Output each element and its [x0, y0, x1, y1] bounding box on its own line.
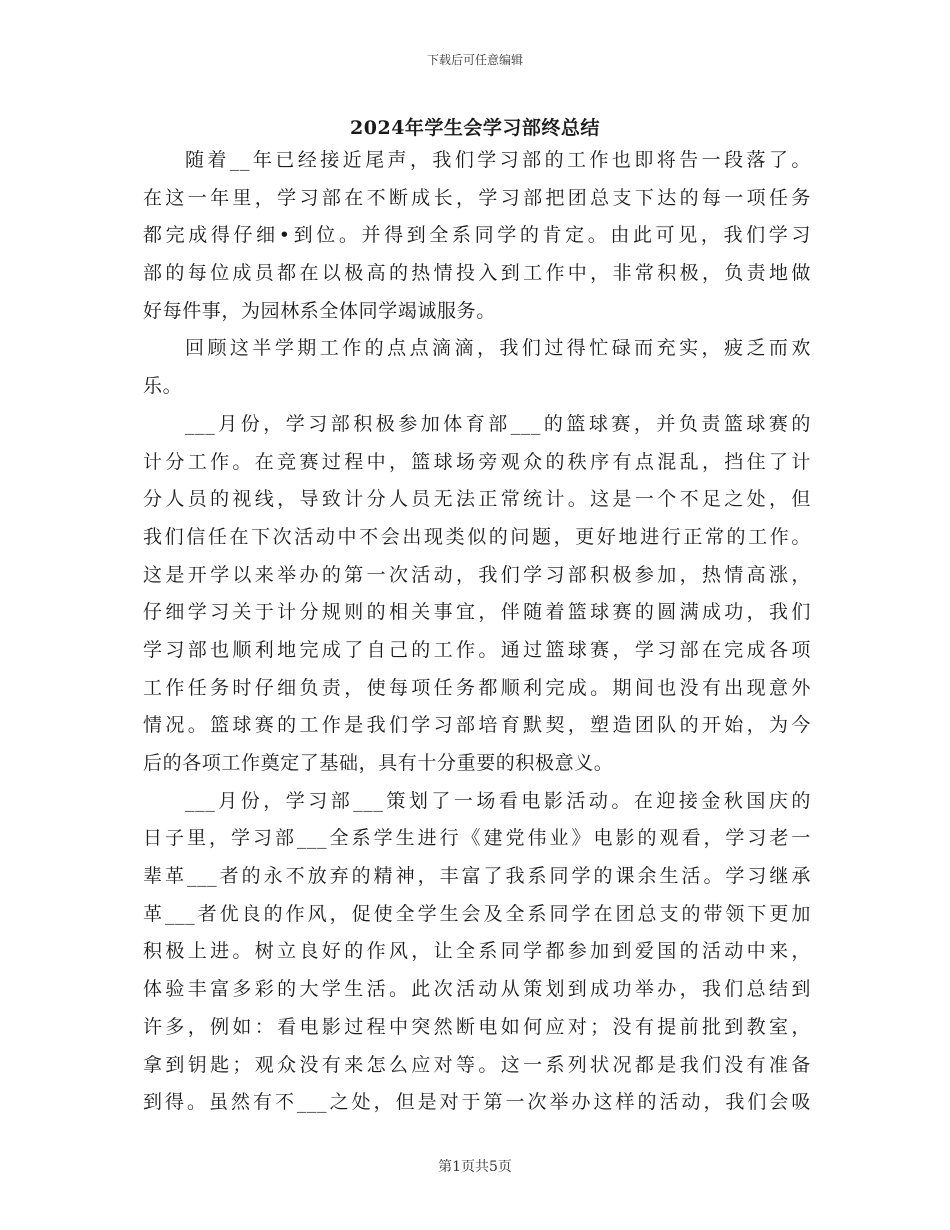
- body-line: 革___者优良的作风，促使全学生会及全系同学在团总支的带领下更加: [143, 902, 811, 925]
- body-line: 许多，例如：看电影过程中突然断电如何应对；没有提前批到教室，: [143, 1015, 811, 1038]
- body-line: 分人员的视线，导致计分人员无法正常统计。这是一个不足之处，但: [143, 488, 811, 511]
- body-line: 拿到钥匙；观众没有来怎么应对等。这一系列状况都是我们没有准备: [143, 1053, 811, 1076]
- body-line: 部的每位成员都在以极高的热情投入到工作中，非常积极，负责地做: [143, 262, 811, 285]
- body-line: 在这一年里，学习部在不断成长，学习部把团总支下达的每一项任务: [143, 186, 811, 209]
- body-line: 体验丰富多彩的大学生活。此次活动从策划到成功举办，我们总结到: [143, 978, 811, 1001]
- page-footer: 第1页共5页: [438, 1159, 512, 1175]
- body-line: 回顾这半学期工作的点点滴滴，我们过得忙碌而充实，疲乏而欢: [185, 337, 811, 360]
- body-line: ___月份，学习部积极参加体育部___的篮球赛，并负责篮球赛的: [185, 412, 811, 435]
- body-line: 随着__年已经接近尾声，我们学习部的工作也即将告一段落了。: [185, 149, 811, 171]
- body-line: 乐。: [143, 375, 183, 398]
- body-line: 情况。篮球赛的工作是我们学习部培育默契，塑造团队的开始，为今: [143, 714, 811, 737]
- body-line: 我们信任在下次活动中不会出现类似的问题，更好地进行正常的工作。: [143, 525, 811, 548]
- page-header: 下载后可任意编辑: [426, 53, 523, 67]
- body-line: 这是开学以来举办的第一次活动，我们学习部积极参加，热情高涨，: [143, 563, 811, 586]
- document-title: 2024年学生会学习部终总结: [350, 117, 600, 139]
- body-line: 计分工作。在竞赛过程中，篮球场旁观众的秩序有点混乱，挡住了计: [143, 450, 811, 473]
- body-line: 辈革___者的永不放弃的精神，丰富了我系同学的课余生活。学习继承: [143, 865, 811, 888]
- body-line: 仔细学习关于计分规则的相关事宜，伴随着篮球赛的圆满成功，我们: [143, 601, 811, 624]
- body-line: 到得。虽然有不___之处，但是对于第一次举办这样的活动，我们会吸: [143, 1091, 811, 1114]
- body-line: 后的各项工作奠定了基础，具有十分重要的积极意义。: [143, 752, 614, 774]
- body-line: ___月份，学习部___策划了一场看电影活动。在迎接金秋国庆的: [185, 789, 811, 812]
- document-body: [143, 142, 811, 1122]
- body-line: 积极上进。树立良好的作风，让全系同学都参加到爱国的活动中来，: [143, 940, 811, 963]
- body-line: 日子里，学习部___全系学生进行《建党伟业》电影的观看，学习老一: [143, 827, 811, 850]
- body-line: 都完成得仔细•到位。并得到全系同学的肯定。由此可见，我们学习: [143, 224, 811, 247]
- body-line: 好每件事，为园林系全体同学竭诚服务。: [143, 299, 496, 322]
- body-line: 工作任务时仔细负责，使每项任务都顺利完成。期间也没有出现意外: [143, 676, 811, 699]
- body-line: 学习部也顺利地完成了自己的工作。通过篮球赛，学习部在完成各项: [143, 638, 811, 661]
